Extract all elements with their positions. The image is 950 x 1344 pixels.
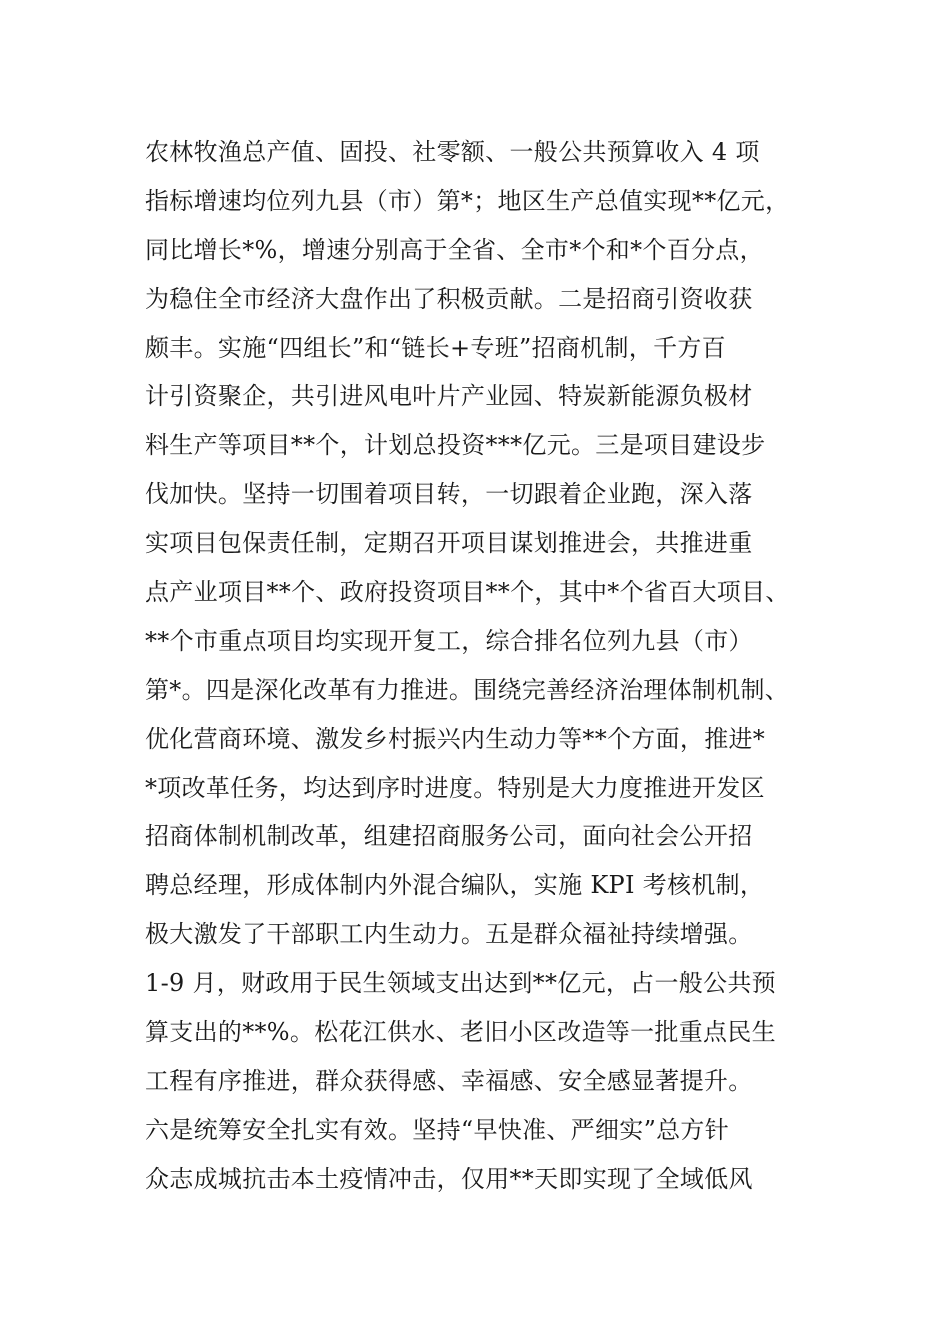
text-line: 聘总经理，形成体制内外混合编队，实施 KPI 考核机制， (145, 871, 765, 900)
text-line: *项改革任务，均达到序时进度。特别是大力度推进开发区 (145, 773, 765, 802)
text-line: 工程有序推进，群众获得感、幸福感、安全感显著提升。 (145, 1066, 753, 1095)
text-line: 第*。四是深化改革有力推进。围绕完善经济治理体制机制、 (145, 675, 790, 704)
text-line: 1-9 月，财政用于民生领域支出达到**亿元，占一般公共预 (145, 969, 776, 998)
text-line: 众志成城抗击本土疫情冲击，仅用**天即实现了全域低风 (145, 1164, 753, 1193)
text-line: 同比增长*%，增速分别高于全省、全市*个和*个百分点， (145, 235, 764, 264)
text-line: 料生产等项目**个，计划总投资***亿元。三是项目建设步 (145, 431, 766, 460)
text-line: 极大激发了干部职工内生动力。五是群众福祉持续增强。 (145, 920, 753, 949)
body-text (145, 128, 845, 1204)
text-line: 点产业项目**个、政府投资项目**个，其中*个省百大项目、 (145, 578, 790, 607)
text-line: 指标增速均位列九县（市）第*；地区生产总值实现**亿元， (145, 186, 790, 215)
text-line: 计引资聚企，共引进风电叶片产业园、特炭新能源负极材 (145, 382, 753, 411)
text-line: 招商体制机制改革，组建招商服务公司，面向社会公开招 (145, 822, 753, 851)
text-line: 六是统筹安全扎实有效。坚持“早快准、严细实”总方针 (145, 1115, 730, 1144)
text-line: 颇丰。实施“四组长”和“链长+专班”招商机制，千方百 (145, 333, 726, 362)
text-line: 为稳住全市经济大盘作出了积极贡献。二是招商引资收获 (145, 284, 753, 313)
text-line: 实项目包保责任制，定期召开项目谋划推进会，共推进重 (145, 529, 753, 558)
text-line: 农林牧渔总产值、固投、社零额、一般公共预算收入 4 项 (145, 138, 760, 166)
text-line: 优化营商环境、激发乡村振兴内生动力等**个方面，推进* (145, 724, 766, 753)
text-line: 伐加快。坚持一切围着项目转，一切跟着企业跑，深入落 (145, 480, 753, 509)
text-line: **个市重点项目均实现开复工，综合排名位列九县（市） (145, 626, 753, 655)
text-line: 算支出的**%。松花江供水、老旧小区改造等一批重点民生 (145, 1018, 776, 1047)
